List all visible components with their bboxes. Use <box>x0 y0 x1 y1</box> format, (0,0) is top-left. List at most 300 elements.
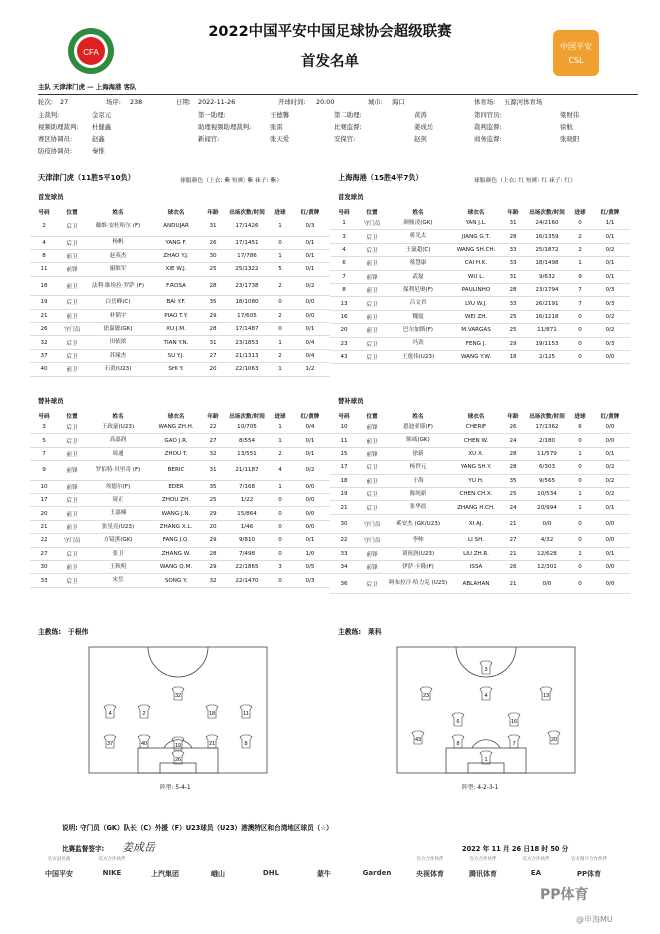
cell-jersey-name: ZHAO Y.J. <box>150 249 202 262</box>
sponsor-caption: 官方合作伙伴 <box>98 857 126 862</box>
cell-apps: 0/0 <box>524 514 570 534</box>
player-marker <box>420 687 432 700</box>
player-number: 8 <box>456 741 460 747</box>
cell-number: 19 <box>30 296 58 309</box>
cell-name: 王秋明 <box>86 561 150 574</box>
cell-number: 30 <box>330 514 358 534</box>
cell-position: 后卫 <box>358 487 386 500</box>
cell-age: 35 <box>502 474 524 487</box>
sponsor-caption: 官方图片合作伙伴 <box>571 857 607 862</box>
cell-goals: 2 <box>270 276 290 296</box>
col-apps: 出场次数/时间 <box>229 413 265 420</box>
sponsor-caption: 官方合作伙伴 <box>469 857 497 862</box>
sponsor-name: 中国平安 <box>45 870 73 878</box>
cell-number: 8 <box>30 249 58 262</box>
player-number: 18 <box>208 711 216 717</box>
player-marker <box>172 737 184 750</box>
cell-apps: 16/1359 <box>524 230 570 243</box>
cell-apps: 1/46 <box>224 520 270 533</box>
table-row <box>330 534 630 547</box>
player-number: 4 <box>108 711 112 717</box>
table-row <box>30 534 330 547</box>
table-row <box>330 574 630 594</box>
cell-name: 杨世元 <box>386 461 450 474</box>
cell-name: 法利·维埃拉·罗萨 (F) <box>86 276 150 296</box>
cell-apps: 12/628 <box>524 547 570 560</box>
supervisor-label: 比赛监督: <box>334 123 362 131</box>
col-goals: 进球 <box>274 209 286 216</box>
cell-jersey-name: SHI Y. <box>150 363 202 376</box>
cell-apps: 24/2160 <box>524 217 570 230</box>
page-title: 2022中国平安中国足球协会超级联赛 <box>208 24 452 40</box>
cell-apps: 0/0 <box>524 574 570 594</box>
city-value: 海口 <box>392 98 405 106</box>
cell-cards: 0/0 <box>290 494 330 507</box>
table-header <box>330 206 630 217</box>
player-number: 16 <box>510 719 518 725</box>
cell-apps: 13/551 <box>224 447 270 460</box>
cfa-logo-text: CFA <box>83 48 99 57</box>
sponsor-name: 峨山 <box>211 870 225 878</box>
city-label: 城市: <box>368 98 383 106</box>
cell-cards: 0/3 <box>290 574 330 587</box>
table-row <box>330 447 630 460</box>
cell-name: 魏震 <box>386 310 450 323</box>
commercial-label: 商务监督: <box>474 135 502 143</box>
player-marker <box>138 705 150 718</box>
cell-jersey-name: ISSA <box>450 561 502 574</box>
security-label: 安保官: <box>334 135 356 143</box>
cell-number: 21 <box>30 520 58 533</box>
cell-age: 29 <box>202 561 224 574</box>
table-row <box>30 263 330 276</box>
cell-jersey-name: TIAN Y.N. <box>150 336 202 349</box>
cell-number: 4 <box>30 236 58 249</box>
watermark: PP体育 <box>540 887 589 903</box>
match-no-label: 场序: <box>106 98 121 106</box>
cell-jersey-name: GAO J.R. <box>150 434 202 447</box>
cell-age: 31 <box>202 336 224 349</box>
cell-apps: 25/1322 <box>224 263 270 276</box>
cell-age: 25 <box>502 310 524 323</box>
cell-jersey-name: XU X. <box>450 447 502 460</box>
cell-number: 20 <box>330 324 358 337</box>
cell-apps: 22/1470 <box>224 574 270 587</box>
cell-goals: 7 <box>570 283 590 296</box>
cell-position: 前卫 <box>58 276 86 296</box>
cell-goals: 0 <box>270 547 290 560</box>
cell-goals: 0 <box>270 236 290 249</box>
cell-number: 19 <box>330 487 358 500</box>
page-subtitle: 首发名单 <box>301 54 359 70</box>
player-marker <box>480 661 492 674</box>
cell-position: 前卫 <box>58 561 86 574</box>
cell-jersey-name: ANDUJAR <box>150 217 202 236</box>
player-number: 20 <box>550 737 558 743</box>
cell-number: 9 <box>30 461 58 481</box>
cell-goals: 2 <box>270 349 290 362</box>
cell-age: 28 <box>202 547 224 560</box>
cell-cards: 0/2 <box>290 276 330 296</box>
cell-jersey-name: EDER <box>150 480 202 493</box>
cell-jersey-name: FENG J. <box>450 337 502 350</box>
cell-age: 24 <box>502 434 524 447</box>
cell-position: 前锋 <box>58 461 86 481</box>
table-row <box>330 547 630 560</box>
away-subs-body <box>330 421 630 593</box>
cell-cards: 0/2 <box>590 324 630 337</box>
cell-name: 李帅 <box>386 534 450 547</box>
cell-number: 37 <box>30 349 58 362</box>
legend-note: 说明: 守门员（GK）队长（C）外援（F）U23球员（U23）港澳特区和台湾地区球员（☆） <box>62 824 333 832</box>
cell-name: 恩迪亚耶(F) <box>386 421 450 434</box>
cell-name: 于海 <box>386 474 450 487</box>
cell-name: 巴尔加斯(F) <box>386 324 450 337</box>
player-marker <box>452 735 464 748</box>
cell-name: 陈纯新 <box>386 487 450 500</box>
covid-label: 防疫协调员: <box>38 147 73 155</box>
cell-name: 张华晨 <box>386 501 450 514</box>
cell-position: 后卫 <box>58 296 86 309</box>
cell-age: 28 <box>502 461 524 474</box>
cell-number: 13 <box>330 297 358 310</box>
player-marker <box>452 713 464 726</box>
var-value: 杜健鑫 <box>92 123 112 131</box>
cell-number: 17 <box>30 494 58 507</box>
cell-number: 16 <box>330 310 358 323</box>
player-marker <box>206 705 218 718</box>
teams-line: 主队 天津津门虎 — 上海海港 客队 <box>38 83 137 91</box>
cell-goals: 1 <box>570 257 590 270</box>
cell-name: 周通 <box>86 447 150 460</box>
cell-cards: 0/1 <box>590 501 630 514</box>
cell-cards: 0/0 <box>290 309 330 322</box>
cell-jersey-name: LYU W.J. <box>450 297 502 310</box>
player-marker <box>172 687 184 700</box>
ar2-value: 黄涛 <box>414 111 427 119</box>
pitch-markers <box>104 687 252 764</box>
table-row <box>30 363 330 376</box>
sponsor-name: 蒙牛 <box>317 870 331 878</box>
cell-position: 后卫 <box>358 461 386 474</box>
player-number: 43 <box>414 737 422 743</box>
cell-jersey-name: YANG SH.Y. <box>450 461 502 474</box>
table-row <box>30 296 330 309</box>
table-row <box>30 507 330 520</box>
goal-box <box>468 763 504 773</box>
cell-name: 阿布拉汗·哈力克 (U23) <box>386 574 450 594</box>
cell-position: 后卫 <box>358 350 386 363</box>
cell-position: 前卫 <box>358 434 386 447</box>
avar-label: 助理视频助理裁判: <box>198 123 252 131</box>
cell-number: 27 <box>30 547 58 560</box>
home-formation: 阵型: 5-4-1 <box>160 785 191 791</box>
cell-position: 后卫 <box>58 421 86 434</box>
cell-jersey-name: ZHANG X.L. <box>150 520 202 533</box>
home-team-name: 天津津门虎（11胜5平10负） <box>38 173 135 182</box>
sponsor-name: 上汽集团 <box>151 870 179 878</box>
referee-value: 金京元 <box>92 111 112 119</box>
sponsor-logo <box>34 856 84 884</box>
cell-age: 29 <box>202 309 224 322</box>
match-no-value: 238 <box>130 98 143 106</box>
cell-cards: 1/2 <box>290 363 330 376</box>
cell-jersey-name: WANG SH.CH. <box>450 243 502 256</box>
cell-cards: 0/2 <box>590 243 630 256</box>
cell-age: 26 <box>502 421 524 434</box>
table-row <box>330 474 630 487</box>
cell-age: 27 <box>502 534 524 547</box>
sign-label: 比赛监督签字: <box>62 845 105 853</box>
home-subs-table <box>30 410 330 588</box>
cell-apps: 26/2191 <box>524 297 570 310</box>
cell-goals: 0 <box>270 296 290 309</box>
cell-position: 前卫 <box>58 309 86 322</box>
player-number: 11 <box>243 711 249 717</box>
cell-position: 前锋 <box>358 547 386 560</box>
cell-age: 33 <box>502 243 524 256</box>
cell-goals: 7 <box>570 297 590 310</box>
col-cards: 红/黄牌 <box>300 413 320 420</box>
cell-age: 20 <box>202 520 224 533</box>
cell-goals: 0 <box>570 574 590 594</box>
covid-value: 秦惟 <box>92 147 105 155</box>
cell-jersey-name: WEI ZH. <box>450 310 502 323</box>
cell-name: 张星亮(U23) <box>86 520 150 533</box>
cell-age: 24 <box>502 501 524 514</box>
cell-goals: 0 <box>270 574 290 587</box>
cell-jersey-name: FANG J.Q. <box>150 534 202 547</box>
cell-name: 戴维·安杜哈尔 (F) <box>86 217 150 236</box>
cell-age: 26 <box>502 561 524 574</box>
cell-goals: 5 <box>270 263 290 276</box>
cell-name: 王嘉楠 <box>86 507 150 520</box>
col-age: 年龄 <box>507 413 519 420</box>
security-value: 赵剑 <box>414 135 427 143</box>
away-coach: 主教练: 莱科 <box>338 628 382 636</box>
cell-apps: 22/1865 <box>224 561 270 574</box>
cell-apps: 1/22 <box>224 494 270 507</box>
cell-goals: 1 <box>570 501 590 514</box>
cell-name: 陈威(GK) <box>386 434 450 447</box>
cell-number: 2 <box>30 217 58 236</box>
cell-position: 后卫 <box>358 297 386 310</box>
cell-age: 28 <box>502 230 524 243</box>
cell-position: 后卫 <box>58 236 86 249</box>
cell-age: 30 <box>202 249 224 262</box>
cell-position: 前卫 <box>358 324 386 337</box>
cell-name: 徐新 <box>386 447 450 460</box>
cell-number: 17 <box>330 461 358 474</box>
cell-position: 后卫 <box>358 501 386 514</box>
col-apps: 出场次数/时间 <box>529 413 565 420</box>
col-position: 位置 <box>366 209 378 216</box>
supervisor-value: 姜成岳 <box>414 123 434 131</box>
cell-apps: 23/1738 <box>224 276 270 296</box>
player-number: 40 <box>140 741 148 747</box>
cell-cards: 0/1 <box>590 547 630 560</box>
table-row <box>330 257 630 270</box>
cell-cards: 0/4 <box>290 421 330 434</box>
player-marker <box>104 705 116 718</box>
sponsor-name: 央视体育 <box>416 870 444 878</box>
cell-jersey-name: ZHANG H.CH. <box>450 501 502 514</box>
cell-apps: 2/180 <box>524 434 570 447</box>
cell-cards: 0/0 <box>590 434 630 447</box>
away-starters-body <box>330 217 630 364</box>
cell-goals: 0 <box>270 534 290 547</box>
cell-number: 11 <box>30 263 58 276</box>
table-row <box>30 249 330 262</box>
sponsor-logo <box>299 856 349 884</box>
col-number: 号码 <box>38 413 50 420</box>
cell-jersey-name: ZHANG W. <box>150 547 202 560</box>
cell-number: 11 <box>330 434 358 447</box>
cell-apps: 17/1362 <box>524 421 570 434</box>
cell-goals: 1 <box>270 434 290 447</box>
cell-goals: 1 <box>270 217 290 236</box>
goal-box <box>160 763 196 773</box>
cell-age: 28 <box>202 276 224 296</box>
player-marker <box>540 687 552 700</box>
match-info <box>38 82 638 172</box>
cell-cards: 0/3 <box>290 217 330 236</box>
cell-jersey-name: LIU ZH.R. <box>450 547 502 560</box>
cell-number: 8 <box>330 283 358 296</box>
cell-goals: 1 <box>570 487 590 500</box>
table-row <box>30 322 330 335</box>
sponsor-name: NIKE <box>102 869 122 877</box>
col-jersey-name: 球衣名 <box>467 413 485 420</box>
cell-age: 28 <box>502 447 524 460</box>
sponsor-caption <box>299 856 349 863</box>
var-label: 视频助理裁判: <box>38 123 79 131</box>
cell-number: 21 <box>30 309 58 322</box>
cell-cards: 0/2 <box>290 461 330 481</box>
table-header <box>30 410 330 421</box>
cell-cards: 0/0 <box>590 421 630 434</box>
cell-position: 前卫 <box>58 249 86 262</box>
cell-position: 前卫 <box>58 363 86 376</box>
cell-goals: 1 <box>270 480 290 493</box>
col-name: 姓名 <box>412 413 424 420</box>
cell-name: 田依浓 <box>86 336 150 349</box>
table-row <box>330 514 630 534</box>
cell-name: 罗伯特·贝里奇 (F) <box>86 461 150 481</box>
col-jersey-name: 球衣名 <box>467 209 485 216</box>
home-starters-body <box>30 217 330 376</box>
cell-apps: 16/1218 <box>524 310 570 323</box>
cell-number: 40 <box>30 363 58 376</box>
cell-jersey-name: PAULINHO <box>450 283 502 296</box>
cell-apps: 15/864 <box>224 507 270 520</box>
table-row <box>330 350 630 363</box>
cell-jersey-name: XIE W.J. <box>150 263 202 276</box>
cell-age: 21 <box>502 574 524 594</box>
table-row <box>30 217 330 236</box>
col-jersey-name: 球衣名 <box>167 209 185 216</box>
cell-goals: 0 <box>570 474 590 487</box>
round-value: 27 <box>60 98 69 106</box>
player-number: 32 <box>174 693 182 699</box>
player-marker <box>480 687 492 700</box>
cell-age: 20 <box>202 363 224 376</box>
cell-cards: 0/3 <box>590 337 630 350</box>
sponsor-logo <box>246 856 296 884</box>
cell-name: 伊萨·卡隆(F) <box>386 561 450 574</box>
col-position: 位置 <box>366 413 378 420</box>
coordinator-label: 赛区协调员: <box>38 135 73 143</box>
table-row <box>30 276 330 296</box>
cell-apps: 7/168 <box>224 480 270 493</box>
cell-cards: 0/1 <box>290 236 330 249</box>
player-marker <box>206 735 218 748</box>
col-cards: 红/黄牌 <box>300 209 320 216</box>
cell-position: 前卫 <box>358 310 386 323</box>
cell-name: 奚安杰 (GK/U23) <box>386 514 450 534</box>
table-row <box>30 349 330 362</box>
press-value: 张天爱 <box>270 135 290 143</box>
cell-number: 26 <box>30 322 58 335</box>
cell-age: 21 <box>502 547 524 560</box>
cell-jersey-name: F.ROSA <box>150 276 202 296</box>
cell-name: 保利尼奥(F) <box>386 283 450 296</box>
cell-goals: 0 <box>270 520 290 533</box>
cell-apps: 10/705 <box>224 421 270 434</box>
divider <box>38 94 638 95</box>
away-starters-table <box>330 206 630 364</box>
cell-cards: 0/0 <box>590 514 630 534</box>
cell-number: 3 <box>30 421 58 434</box>
cell-position: 后卫 <box>58 547 86 560</box>
table-row <box>30 480 330 493</box>
cell-age: 21 <box>502 514 524 534</box>
cell-age: 27 <box>202 434 224 447</box>
cell-goals: 1 <box>270 249 290 262</box>
cell-name: 刘祝润(U23) <box>386 547 450 560</box>
cell-apps: 20/994 <box>524 501 570 514</box>
cell-position: 前锋 <box>358 421 386 434</box>
coordinator-value: 赵鑫 <box>92 135 105 143</box>
cell-goals: 0 <box>570 217 590 230</box>
player-marker <box>508 735 520 748</box>
table-row <box>330 421 630 434</box>
cell-cards: 0/1 <box>590 257 630 270</box>
cell-name: 宋岳 <box>86 574 150 587</box>
player-number: 4 <box>484 693 488 699</box>
cell-age: 33 <box>502 257 524 270</box>
player-number: 8 <box>244 741 248 747</box>
cell-age: 27 <box>202 349 224 362</box>
cell-apps: 12/301 <box>524 561 570 574</box>
penalty-arc <box>472 740 500 748</box>
away-formation-pitch <box>396 646 576 774</box>
cell-jersey-name: WANG J.N. <box>150 507 202 520</box>
cell-name: 赵英杰 <box>86 249 150 262</box>
cell-age: 25 <box>202 263 224 276</box>
sponsor-logo <box>87 856 137 884</box>
cell-age: 31 <box>202 461 224 481</box>
cell-jersey-name: BAI Y.F. <box>150 296 202 309</box>
table-row <box>330 501 630 514</box>
cell-position: 守门员 <box>358 534 386 547</box>
cell-position: 前卫 <box>358 257 386 270</box>
col-number: 号码 <box>338 413 350 420</box>
cell-name: 方镜淇(GK) <box>86 534 150 547</box>
commercial-value: 张晓阳 <box>560 135 580 143</box>
cell-jersey-name: CHEN CH.X. <box>450 487 502 500</box>
cell-age: 26 <box>202 236 224 249</box>
